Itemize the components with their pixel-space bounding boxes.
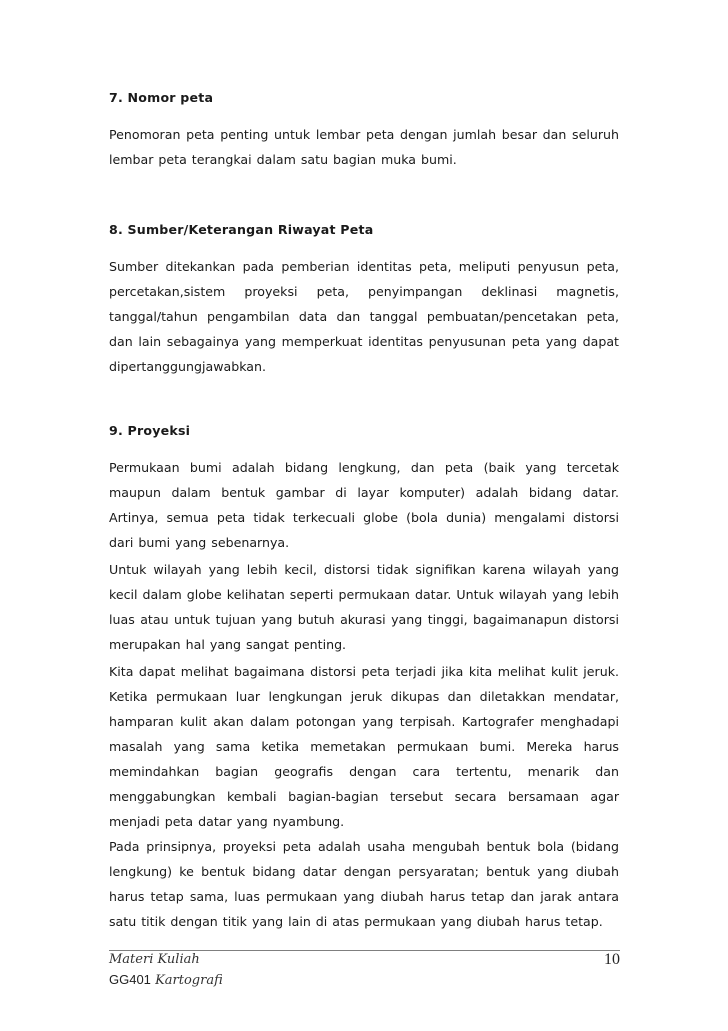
section-heading-sumber-riwayat-peta: 8. Sumber/Keterangan Riwayat Peta	[109, 222, 374, 237]
page-number: 10	[604, 951, 620, 968]
footer-course-label: Materi Kuliah	[109, 952, 200, 967]
footer-course-id	[109, 972, 223, 989]
paragraph-proyeksi-4: Pada prinsipnya, proyeksi peta adalah usaha mengubah bentuk bola (bidang lengkung) ke bentuk bidang datar dengan persyaratan; bentuk yang diubah harus tetap sama, luas permukaan yang diubah harus tetap dan jarak antara satu titik dengan titik yang lain di atas permukaan yang diubah harus tetap.	[109, 839, 619, 929]
section-heading-nomor-peta: 7. Nomor peta	[109, 90, 214, 105]
paragraph-sumber-riwayat-peta: Sumber ditekankan pada pemberian identitas peta, meliputi penyusun peta, percetakan,sistem proyeksi peta, penyimpangan deklinasi magnetis, tanggal/tahun pengambilan data dan tanggal pembuatan/pencetakan peta, dan lain sebagainya yang memperkuat identitas penyusunan peta yang dapat dipertanggungjawabkan.	[109, 259, 619, 374]
course-code: GG401	[109, 972, 151, 987]
paragraph-proyeksi-1: Permukaan bumi adalah bidang lengkung, dan peta (baik yang tercetak maupun dalam bentuk gambar di layar komputer) adalah bidang datar. Artinya, semua peta tidak terkecuali globe (bola dunia) mengalami distorsi dari bumi yang sebenarnya.	[109, 460, 619, 550]
paragraph-nomor-peta: Penomoran peta penting untuk lembar peta dengan jumlah besar dan seluruh lembar peta terangkai dalam satu bagian muka bumi.	[109, 127, 619, 167]
section-heading-proyeksi: 9. Proyeksi	[109, 423, 191, 438]
course-name: Kartografi	[155, 973, 223, 988]
footer-divider	[109, 950, 620, 951]
paragraph-proyeksi-3: Kita dapat melihat bagaimana distorsi peta terjadi jika kita melihat kulit jeruk. Ketika permukaan luar lengkungan jeruk dikupas dan diletakkan mendatar, hamparan kulit akan dalam potongan yang terpisah. Kartografer menghadapi masalah yang sama ketika memetakan permukaan bumi. Mereka harus memindahkan bagian geografis dengan cara tertentu, menarik dan menggabungkan kembali bagian-bagian tersebut secara bersamaan agar menjadi peta datar yang nyambung.	[109, 664, 619, 829]
paragraph-proyeksi-2: Untuk wilayah yang lebih kecil, distorsi tidak signifikan karena wilayah yang kecil dalam globe kelihatan seperti permukaan datar. Untuk wilayah yang lebih luas atau untuk tujuan yang butuh akurasi yang tinggi, bagaimanapun distorsi merupakan hal yang sangat penting.	[109, 562, 619, 652]
